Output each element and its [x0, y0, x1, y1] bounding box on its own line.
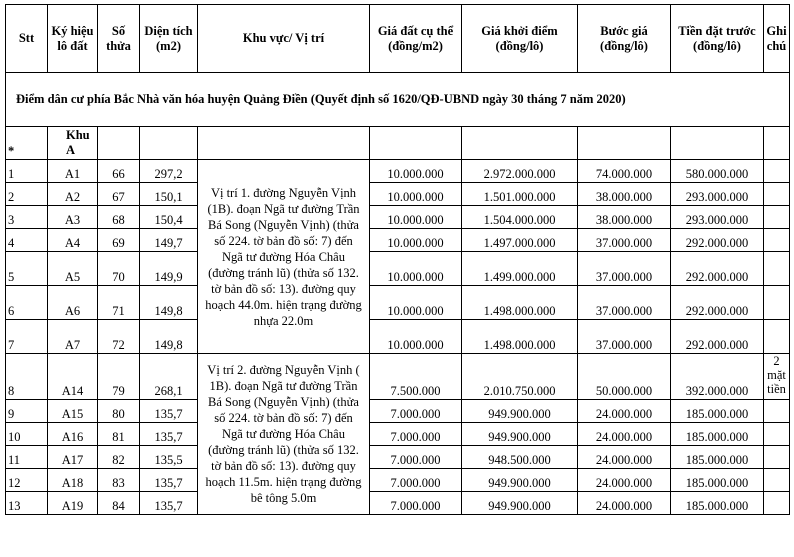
cell-bid-step: 37.000.000: [578, 229, 671, 252]
cell-starting-price: 949.900.000: [462, 492, 578, 515]
cell-bid-step: 37.000.000: [578, 286, 671, 320]
cell-parcel: 83: [98, 469, 140, 492]
cell-price-m2: 10.000.000: [370, 206, 462, 229]
cell-note: [764, 160, 790, 183]
cell-stt: 12: [6, 469, 48, 492]
cell-bid-step: 37.000.000: [578, 252, 671, 286]
cell-bid-step: 74.000.000: [578, 160, 671, 183]
cell-bid-step: 24.000.000: [578, 446, 671, 469]
cell-lot: A7: [48, 320, 98, 354]
header-starting-price: Giá khởi điểm (đồng/lô): [462, 5, 578, 73]
cell-price-m2: 7.000.000: [370, 423, 462, 446]
cell-stt: 6: [6, 286, 48, 320]
cell-area: 135,5: [140, 446, 198, 469]
header-lot-symbol: Ký hiệu lô đất: [48, 5, 98, 73]
location-2-description: Vị trí 2. đường Nguyễn Vịnh ( 1B). đoạn Ngã tư đường Trần Bá Song (Nguyễn Vịnh) (thửa số 224. tờ bản đồ số: 7) đến Ngã tư đường Hóa Châu (đường tránh lũ) (thửa số 132. tờ bản đồ số: 13). đường quy hoạch 11.5m. hiện trạng đường bê tông 5.0m: [198, 354, 370, 515]
cell-deposit: 293.000.000: [671, 206, 764, 229]
zone-marker: *: [6, 127, 48, 160]
cell-starting-price: 1.499.000.000: [462, 252, 578, 286]
cell-bid-step: 38.000.000: [578, 206, 671, 229]
cell-bid-step: 37.000.000: [578, 320, 671, 354]
cell-note: [764, 469, 790, 492]
cell-parcel: 67: [98, 183, 140, 206]
cell-starting-price: 948.500.000: [462, 446, 578, 469]
empty-cell: [98, 127, 140, 160]
cell-stt: 10: [6, 423, 48, 446]
empty-cell: [140, 127, 198, 160]
cell-area: 149,9: [140, 252, 198, 286]
cell-stt: 3: [6, 206, 48, 229]
cell-area: 135,7: [140, 400, 198, 423]
table-row: [6, 252, 790, 286]
header-bid-step: Bước giá (đồng/lô): [578, 5, 671, 73]
cell-note: [764, 423, 790, 446]
table-row: [6, 446, 790, 469]
cell-area: 135,7: [140, 423, 198, 446]
cell-stt: 11: [6, 446, 48, 469]
cell-price-m2: 10.000.000: [370, 286, 462, 320]
cell-parcel: 68: [98, 206, 140, 229]
cell-price-m2: 10.000.000: [370, 160, 462, 183]
cell-price-m2: 7.000.000: [370, 400, 462, 423]
cell-bid-step: 24.000.000: [578, 469, 671, 492]
cell-starting-price: 2.972.000.000: [462, 160, 578, 183]
section-row: [6, 73, 790, 127]
cell-parcel: 66: [98, 160, 140, 183]
location-1-description: Vị trí 1. đường Nguyễn Vịnh (1B). đoạn Ngã tư đường Trần Bá Song (Nguyễn Vịnh) (thửa số 224. tờ bản đồ số: 7) đến Ngã tư đường Hóa Châu (đường tránh lũ) (thửa số 132. tờ bản đồ số: 13). đường quy hoạch 44.0m. hiện trạng đường nhựa 22.0m: [198, 160, 370, 354]
cell-lot: A19: [48, 492, 98, 515]
table-row: [6, 492, 790, 515]
cell-price-m2: 10.000.000: [370, 252, 462, 286]
cell-deposit: 185.000.000: [671, 492, 764, 515]
cell-deposit: 292.000.000: [671, 252, 764, 286]
cell-price-m2: 7.000.000: [370, 446, 462, 469]
empty-cell: [462, 127, 578, 160]
empty-cell: [764, 127, 790, 160]
cell-stt: 8: [6, 354, 48, 400]
cell-deposit: 292.000.000: [671, 229, 764, 252]
cell-parcel: 82: [98, 446, 140, 469]
cell-price-m2: 7.000.000: [370, 469, 462, 492]
cell-lot: A2: [48, 183, 98, 206]
cell-starting-price: 949.900.000: [462, 423, 578, 446]
section-title: Điểm dân cư phía Bắc Nhà văn hóa huyện Quảng Điền (Quyết định số 1620/QĐ-UBND ngày 30 tháng 7 năm 2020): [6, 73, 790, 127]
cell-price-m2: 10.000.000: [370, 229, 462, 252]
cell-lot: A5: [48, 252, 98, 286]
cell-area: 297,2: [140, 160, 198, 183]
cell-parcel: 70: [98, 252, 140, 286]
header-row: [6, 5, 790, 73]
cell-deposit: 293.000.000: [671, 183, 764, 206]
cell-lot: A1: [48, 160, 98, 183]
cell-deposit: 292.000.000: [671, 286, 764, 320]
cell-stt: 7: [6, 320, 48, 354]
cell-stt: 2: [6, 183, 48, 206]
cell-note: [764, 400, 790, 423]
table-row: [6, 354, 790, 400]
empty-cell: [370, 127, 462, 160]
cell-bid-step: 24.000.000: [578, 400, 671, 423]
cell-starting-price: 2.010.750.000: [462, 354, 578, 400]
header-note: Ghi chú: [764, 5, 790, 73]
cell-deposit: 185.000.000: [671, 423, 764, 446]
cell-area: 150,1: [140, 183, 198, 206]
cell-area: 135,7: [140, 492, 198, 515]
empty-cell: [578, 127, 671, 160]
cell-starting-price: 1.497.000.000: [462, 229, 578, 252]
cell-parcel: 71: [98, 286, 140, 320]
cell-area: 268,1: [140, 354, 198, 400]
table-row: [6, 229, 790, 252]
cell-bid-step: 24.000.000: [578, 423, 671, 446]
cell-starting-price: 949.900.000: [462, 400, 578, 423]
cell-area: 150,4: [140, 206, 198, 229]
cell-note: [764, 252, 790, 286]
cell-note: [764, 446, 790, 469]
cell-area: 149,7: [140, 229, 198, 252]
header-stt: Stt: [6, 5, 48, 73]
header-location: Khu vực/ Vị trí: [198, 5, 370, 73]
cell-area: 149,8: [140, 286, 198, 320]
cell-bid-step: 24.000.000: [578, 492, 671, 515]
cell-deposit: 185.000.000: [671, 400, 764, 423]
cell-deposit: 185.000.000: [671, 469, 764, 492]
cell-lot: A14: [48, 354, 98, 400]
cell-area: 149,8: [140, 320, 198, 354]
cell-note: [764, 320, 790, 354]
table-row: [6, 206, 790, 229]
cell-starting-price: 1.498.000.000: [462, 286, 578, 320]
zone-label: Khu A: [48, 127, 98, 160]
cell-deposit: 292.000.000: [671, 320, 764, 354]
cell-lot: A4: [48, 229, 98, 252]
cell-lot: A3: [48, 206, 98, 229]
cell-deposit: 185.000.000: [671, 446, 764, 469]
empty-cell: [198, 127, 370, 160]
table-row: [6, 286, 790, 320]
cell-stt: 5: [6, 252, 48, 286]
table-row: [6, 183, 790, 206]
cell-note: [764, 206, 790, 229]
auction-lots-table: [5, 4, 790, 515]
cell-parcel: 79: [98, 354, 140, 400]
cell-starting-price: 949.900.000: [462, 469, 578, 492]
header-parcel-number: Số thửa: [98, 5, 140, 73]
cell-parcel: 80: [98, 400, 140, 423]
cell-parcel: 84: [98, 492, 140, 515]
cell-parcel: 69: [98, 229, 140, 252]
zone-row: [6, 127, 790, 160]
table-row: [6, 160, 790, 183]
cell-stt: 9: [6, 400, 48, 423]
cell-note: [764, 183, 790, 206]
cell-note-two-frontages: 2 mặt tiền: [764, 354, 790, 400]
cell-lot: A15: [48, 400, 98, 423]
cell-parcel: 81: [98, 423, 140, 446]
cell-starting-price: 1.504.000.000: [462, 206, 578, 229]
cell-parcel: 72: [98, 320, 140, 354]
cell-starting-price: 1.498.000.000: [462, 320, 578, 354]
table-row: [6, 469, 790, 492]
header-deposit: Tiền đặt trước (đồng/lô): [671, 5, 764, 73]
cell-stt: 13: [6, 492, 48, 515]
cell-lot: A17: [48, 446, 98, 469]
cell-starting-price: 1.501.000.000: [462, 183, 578, 206]
cell-lot: A18: [48, 469, 98, 492]
cell-bid-step: 50.000.000: [578, 354, 671, 400]
cell-stt: 1: [6, 160, 48, 183]
cell-price-m2: 7.000.000: [370, 492, 462, 515]
table-row: [6, 400, 790, 423]
cell-stt: 4: [6, 229, 48, 252]
cell-note: [764, 492, 790, 515]
cell-price-m2: 7.500.000: [370, 354, 462, 400]
cell-note: [764, 286, 790, 320]
cell-bid-step: 38.000.000: [578, 183, 671, 206]
cell-lot: A16: [48, 423, 98, 446]
cell-price-m2: 10.000.000: [370, 320, 462, 354]
cell-note: [764, 229, 790, 252]
cell-lot: A6: [48, 286, 98, 320]
cell-deposit: 392.000.000: [671, 354, 764, 400]
cell-area: 135,7: [140, 469, 198, 492]
table-row: [6, 423, 790, 446]
header-land-price: Giá đất cụ thể (đồng/m2): [370, 5, 462, 73]
cell-deposit: 580.000.000: [671, 160, 764, 183]
empty-cell: [671, 127, 764, 160]
header-area: Diện tích (m2): [140, 5, 198, 73]
cell-price-m2: 10.000.000: [370, 183, 462, 206]
table-row: [6, 320, 790, 354]
